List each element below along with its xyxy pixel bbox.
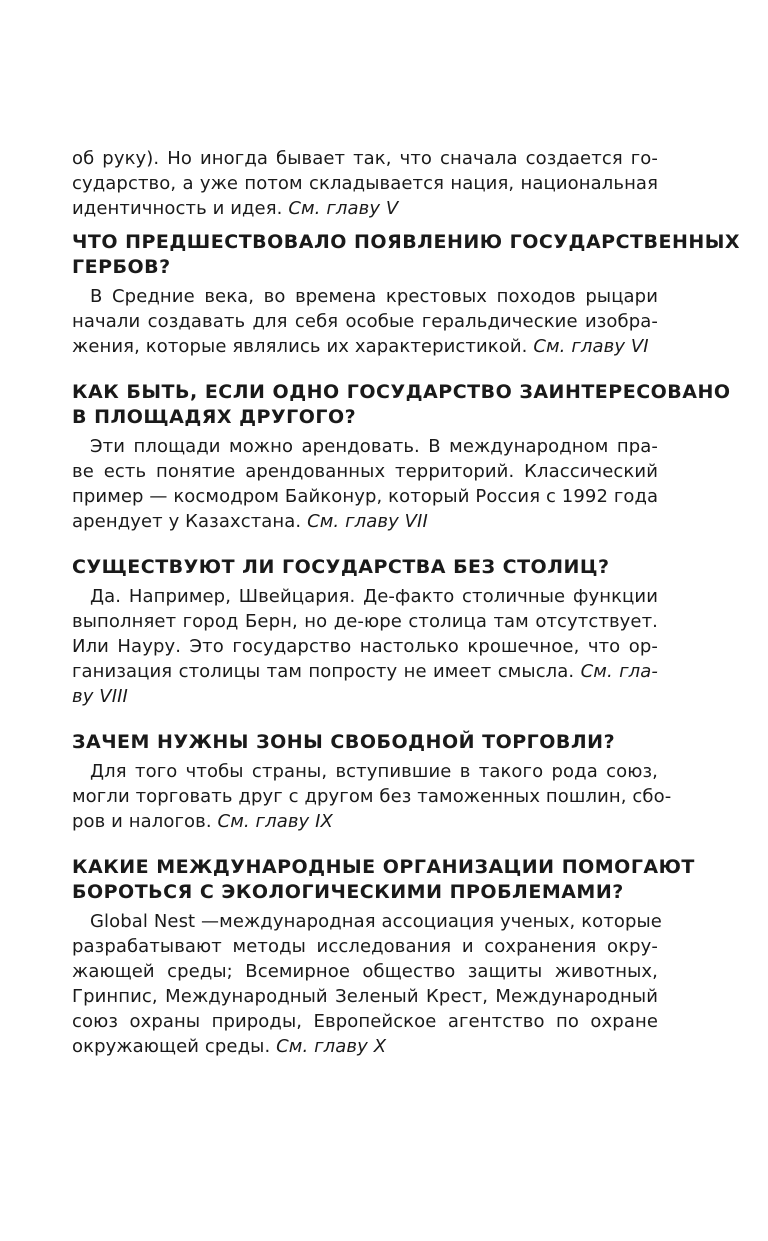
- text-line: Или Науру. Это государство настолько крошечное, что ор-: [72, 636, 658, 657]
- text-line: окружающей среды. См. главу X: [72, 1036, 387, 1057]
- text-line: жающей среды; Всемирное общество защиты животных,: [72, 961, 658, 982]
- section-heading: ЗАЧЕМ НУЖНЫ ЗОНЫ СВОБОДНОЙ ТОРГОВЛИ?: [72, 731, 616, 753]
- chapter-reference: См. главу IX: [217, 811, 333, 832]
- chapter-reference: См. главу VI: [533, 336, 649, 357]
- section-heading: СУЩЕСТВУЮТ ЛИ ГОСУДАРСТВА БЕЗ СТОЛИЦ?: [72, 556, 610, 578]
- qa-section-leased-territory: [72, 380, 731, 534]
- section-heading: ЧТО ПРЕДШЕСТВОВАЛО ПОЯВЛЕНИЮ ГОСУДАРСТВЕННЫХ: [72, 231, 741, 253]
- section-heading: В ПЛОЩАДЯХ ДРУГОГО?: [72, 406, 357, 428]
- text-line: В Средние века, во времена крестовых походов рыцари: [90, 286, 658, 307]
- text-line: Эти площади можно арендовать. В международном пра-: [90, 436, 658, 457]
- text-line: ров и налогов. См. главу IX: [72, 811, 333, 832]
- text-line: Гринпис, Международный Зеленый Крест, Международный: [72, 986, 658, 1007]
- text-line: идентичность и идея. См. главу V: [72, 198, 399, 219]
- text-line: сударство, а уже потом складывается нация, национальная: [72, 173, 658, 194]
- qa-section-ecology: [72, 855, 695, 1059]
- chapter-reference: См. главу VII: [307, 511, 428, 532]
- text-line: Global Nest —международная ассоциация ученых, которые: [90, 911, 662, 932]
- text-line: пример — космодром Байконур, который Россия с 1992 года: [72, 486, 659, 507]
- section-heading: ГЕРБОВ?: [72, 256, 171, 278]
- qa-section-free-trade: [72, 730, 672, 834]
- qa-section-coats-of-arms: [72, 230, 741, 359]
- section-heading: БОРОТЬСЯ С ЭКОЛОГИЧЕСКИМИ ПРОБЛЕМАМИ?: [72, 881, 624, 903]
- qa-section-capitals: [72, 555, 658, 709]
- intro-paragraph: [72, 146, 658, 221]
- text-line: арендует у Казахстана. См. главу VII: [72, 511, 428, 532]
- chapter-reference: См. главу V: [288, 198, 399, 219]
- text-line: жения, которые являлись их характеристикой. См. главу VI: [72, 336, 649, 357]
- text-line: разрабатывают методы исследования и сохранения окру-: [72, 936, 658, 957]
- chapter-reference: См. гла-: [580, 661, 658, 682]
- text-line: выполняет город Берн, но де-юре столица там отсутствует.: [72, 611, 658, 632]
- chapter-reference: ву VIII: [72, 686, 128, 707]
- page-text: [72, 146, 741, 1059]
- text-line: начали создавать для себя особые геральдические изобра-: [72, 311, 658, 332]
- text-line: могли торговать друг с другом без таможенных пошлин, сбо-: [72, 786, 672, 807]
- text-line: ганизация столицы там попросту не имеет смысла. См. гла-: [72, 661, 658, 682]
- text-line: ве есть понятие арендованных территорий. Классический: [72, 461, 658, 482]
- text-line: Да. Например, Швейцария. Де-факто столичные функции: [90, 586, 658, 607]
- text-line: об руку). Но иногда бывает так, что сначала создается го-: [72, 148, 658, 169]
- chapter-reference: См. главу X: [276, 1036, 387, 1057]
- section-heading: КАК БЫТЬ, ЕСЛИ ОДНО ГОСУДАРСТВО ЗАИНТЕРЕСОВАНО: [72, 381, 731, 403]
- text-line: Для того чтобы страны, вступившие в такого рода союз,: [90, 761, 658, 782]
- text-line: союз охраны природы, Европейское агентство по охране: [72, 1011, 658, 1032]
- section-heading: КАКИЕ МЕЖДУНАРОДНЫЕ ОРГАНИЗАЦИИ ПОМОГАЮТ: [72, 856, 695, 878]
